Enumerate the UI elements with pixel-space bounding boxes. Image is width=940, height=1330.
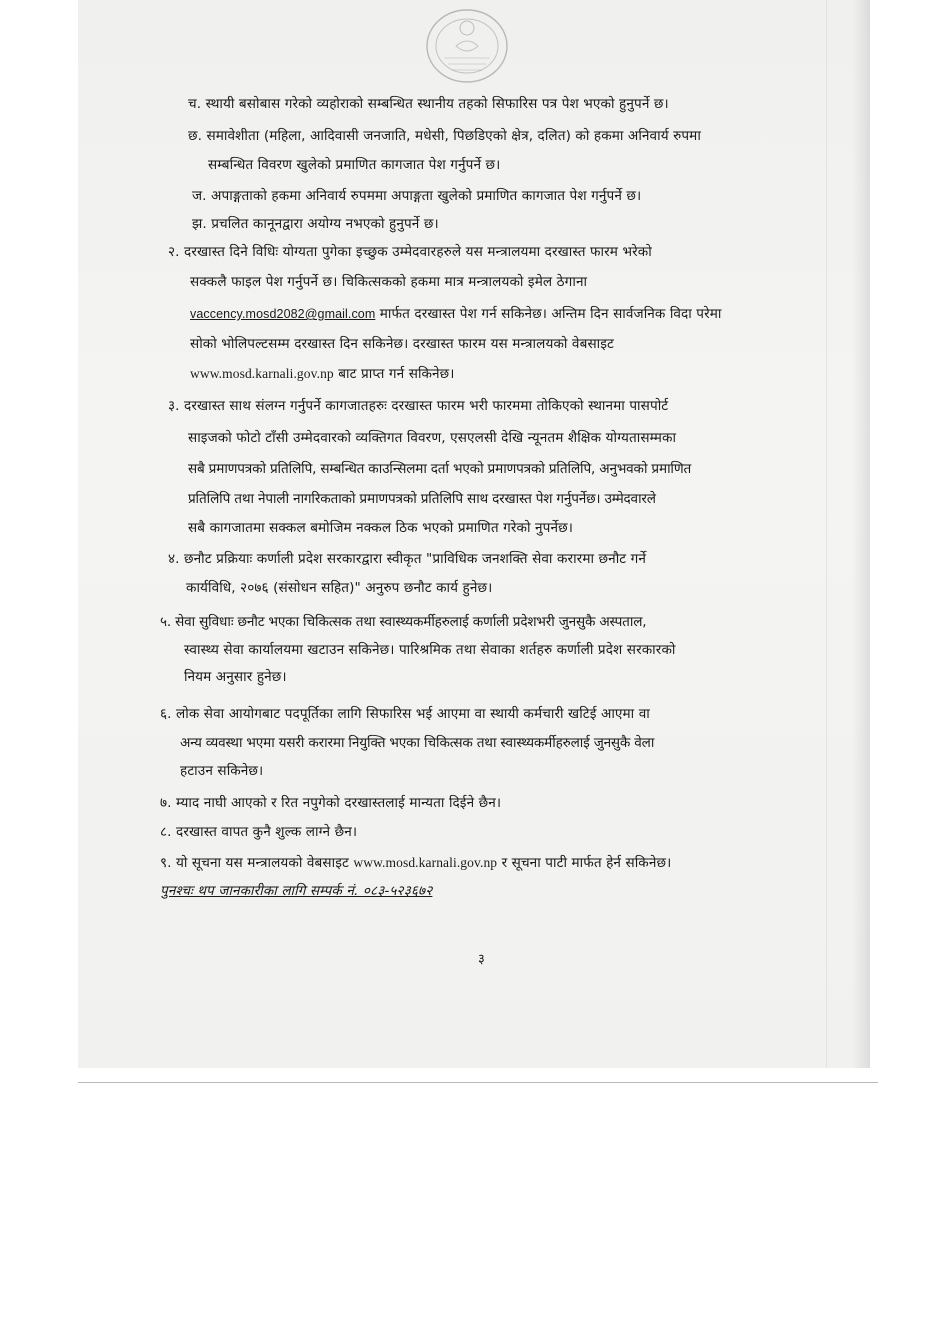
section-9 bbox=[160, 853, 671, 873]
section-9-text-a: ९. यो सूचना यस मन्त्रालयको वेबसाइट bbox=[160, 855, 354, 871]
section-2-line3-text: मार्फत दरखास्त पेश गर्न सकिनेछ। अन्तिम दिन सार्वजनिक विदा परेमा bbox=[375, 306, 722, 322]
section-3-line4: प्रतिलिपि तथा नेपाली नागरिकताको प्रमाणपत्रको प्रतिलिपि साथ दरखास्त पेश गर्नुपर्नेछ। उम्मेदवारले bbox=[188, 491, 656, 507]
section-6-line3: हटाउन सकिनेछ। bbox=[180, 763, 264, 779]
section-4-line2: कार्यविधि, २०७६ (संसोधन सहित)" अनुरुप छनौट कार्य हुनेछ। bbox=[186, 580, 493, 596]
section-2-line5 bbox=[190, 364, 455, 384]
section-2-line5-text: बाट प्राप्त गर्न सकिनेछ। bbox=[333, 366, 455, 382]
section-5-line1: ५. सेवा सुविधाः छनौट भएका चिकित्सक तथा स्वास्थ्यकर्मीहरुलाई कर्णाली प्रदेशभरी जुनसुकै अस्पताल, bbox=[160, 614, 647, 630]
scan-edge-shadow bbox=[852, 0, 870, 1068]
scan-artifact-line bbox=[826, 0, 827, 1068]
clause-chha-line2: सम्बन्धित विवरण खुलेको प्रमाणित कागजात पेश गर्नुपर्ने छ। bbox=[208, 157, 501, 173]
section-6-line2: अन्य व्यवस्था भएमा यसरी करारमा नियुक्ति भएका चिकित्सक तथा स्वास्थ्यकर्मीहरुलाई जुनसुकै वेला bbox=[180, 735, 655, 751]
contact-note: पुनश्चः थप जानकारीका लागि सम्पर्क नं. ०८३-५२३६७२ bbox=[160, 883, 433, 899]
section-5-line3: नियम अनुसार हुनेछ। bbox=[184, 669, 287, 685]
bottom-rule bbox=[78, 1082, 878, 1083]
section-4-line1: ४. छनौट प्रक्रियाः कर्णाली प्रदेश सरकारद्वारा स्वीकृत "प्राविधिक जनशक्ति सेवा करारमा छनौट गर्ने bbox=[168, 551, 647, 567]
section-3-line1: ३. दरखास्त साथ संलग्न गर्नुपर्ने कागजातहरुः दरखास्त फारम भरी फारममा तोकिएको स्थानमा पासपोर्ट bbox=[168, 398, 669, 414]
clause-ja: ज. अपाङ्गताको हकमा अनिवार्य रुपममा अपाङ्गता खुलेको प्रमाणित कागजात पेश गर्नुपर्ने छ। bbox=[192, 188, 642, 204]
section-7: ७. म्याद नाघी आएको र रित नपुगेको दरखास्तलाई मान्यता दिईने छैन। bbox=[160, 795, 502, 811]
section-3-line3: सबै प्रमाणपत्रको प्रतिलिपि, सम्बन्धित काउन्सिलमा दर्ता भएको प्रमाणपत्रको प्रतिलिपि, अनुभवको प्रमाणित bbox=[188, 461, 692, 477]
section-2-line2: सक्कलै फाइल पेश गर्नुपर्ने छ। चिकित्सकको हकमा मात्र मन्त्रालयको इमेल ठेगाना bbox=[190, 274, 588, 290]
section-6-line1: ६. लोक सेवा आयोगबाट पदपूर्तिका लागि सिफारिस भई आएमा वा स्थायी कर्मचारी खटिई आएमा वा bbox=[160, 706, 650, 722]
section-2-line3 bbox=[190, 304, 722, 324]
section-9-text-b: र सूचना पाटी मार्फत हेर्न सकिनेछ। bbox=[497, 855, 672, 871]
section-3-line5: सबै कागजातमा सक्कल बमोजिम नक्कल ठिक भएको प्रमाणित गरेको नुपर्नेछ। bbox=[188, 520, 574, 536]
clause-cha: च. स्थायी बसोबास गरेको व्यहोराको सम्बन्धित स्थानीय तहको सिफारिस पत्र पेश भएको हुनुपर्ने छ। bbox=[188, 96, 669, 112]
website-link[interactable]: www.mosd.karnali.gov.np bbox=[190, 366, 334, 381]
page-number: ३ bbox=[478, 952, 485, 967]
section-2-line1: २. दरखास्त दिने विधिः योग्यता पुगेका इच्छुक उम्मेदवारहरुले यस मन्त्रालयमा दरखास्त फारम भरेको bbox=[168, 244, 652, 260]
section-5-line2: स्वास्थ्य सेवा कार्यालयमा खटाउन सकिनेछ। पारिश्रमिक तथा सेवाका शर्तहरु कर्णाली प्रदेश सरकारको bbox=[184, 642, 676, 658]
website-link-2[interactable]: www.mosd.karnali.gov.np bbox=[353, 855, 498, 870]
clause-jha: झ. प्रचलित कानूनद्वारा अयोग्य नभएको हुनुपर्ने छ। bbox=[192, 216, 439, 232]
office-seal-stamp bbox=[422, 6, 512, 86]
clause-chha-line1: छ. समावेशीता (महिला, आदिवासी जनजाति, मधेसी, पिछडिएको क्षेत्र, दलित) को हकमा अनिवार्य रुपमा bbox=[188, 128, 701, 144]
email-link[interactable]: vaccency.mosd2082@gmail.com bbox=[190, 307, 376, 321]
section-3-line2: साइजको फोटो टाँसी उम्मेदवारको व्यक्तिगत विवरण, एसएलसी देखि न्यूनतम शैक्षिक योग्यतासम्मका bbox=[188, 430, 677, 446]
section-8: ८. दरखास्त वापत कुनै शुल्क लाग्ने छैन। bbox=[160, 824, 358, 840]
section-2-line4: सोको भोलिपल्टसम्म दरखास्त दिन सकिनेछ। दरखास्त फारम यस मन्त्रालयको वेबसाइट bbox=[190, 336, 614, 352]
